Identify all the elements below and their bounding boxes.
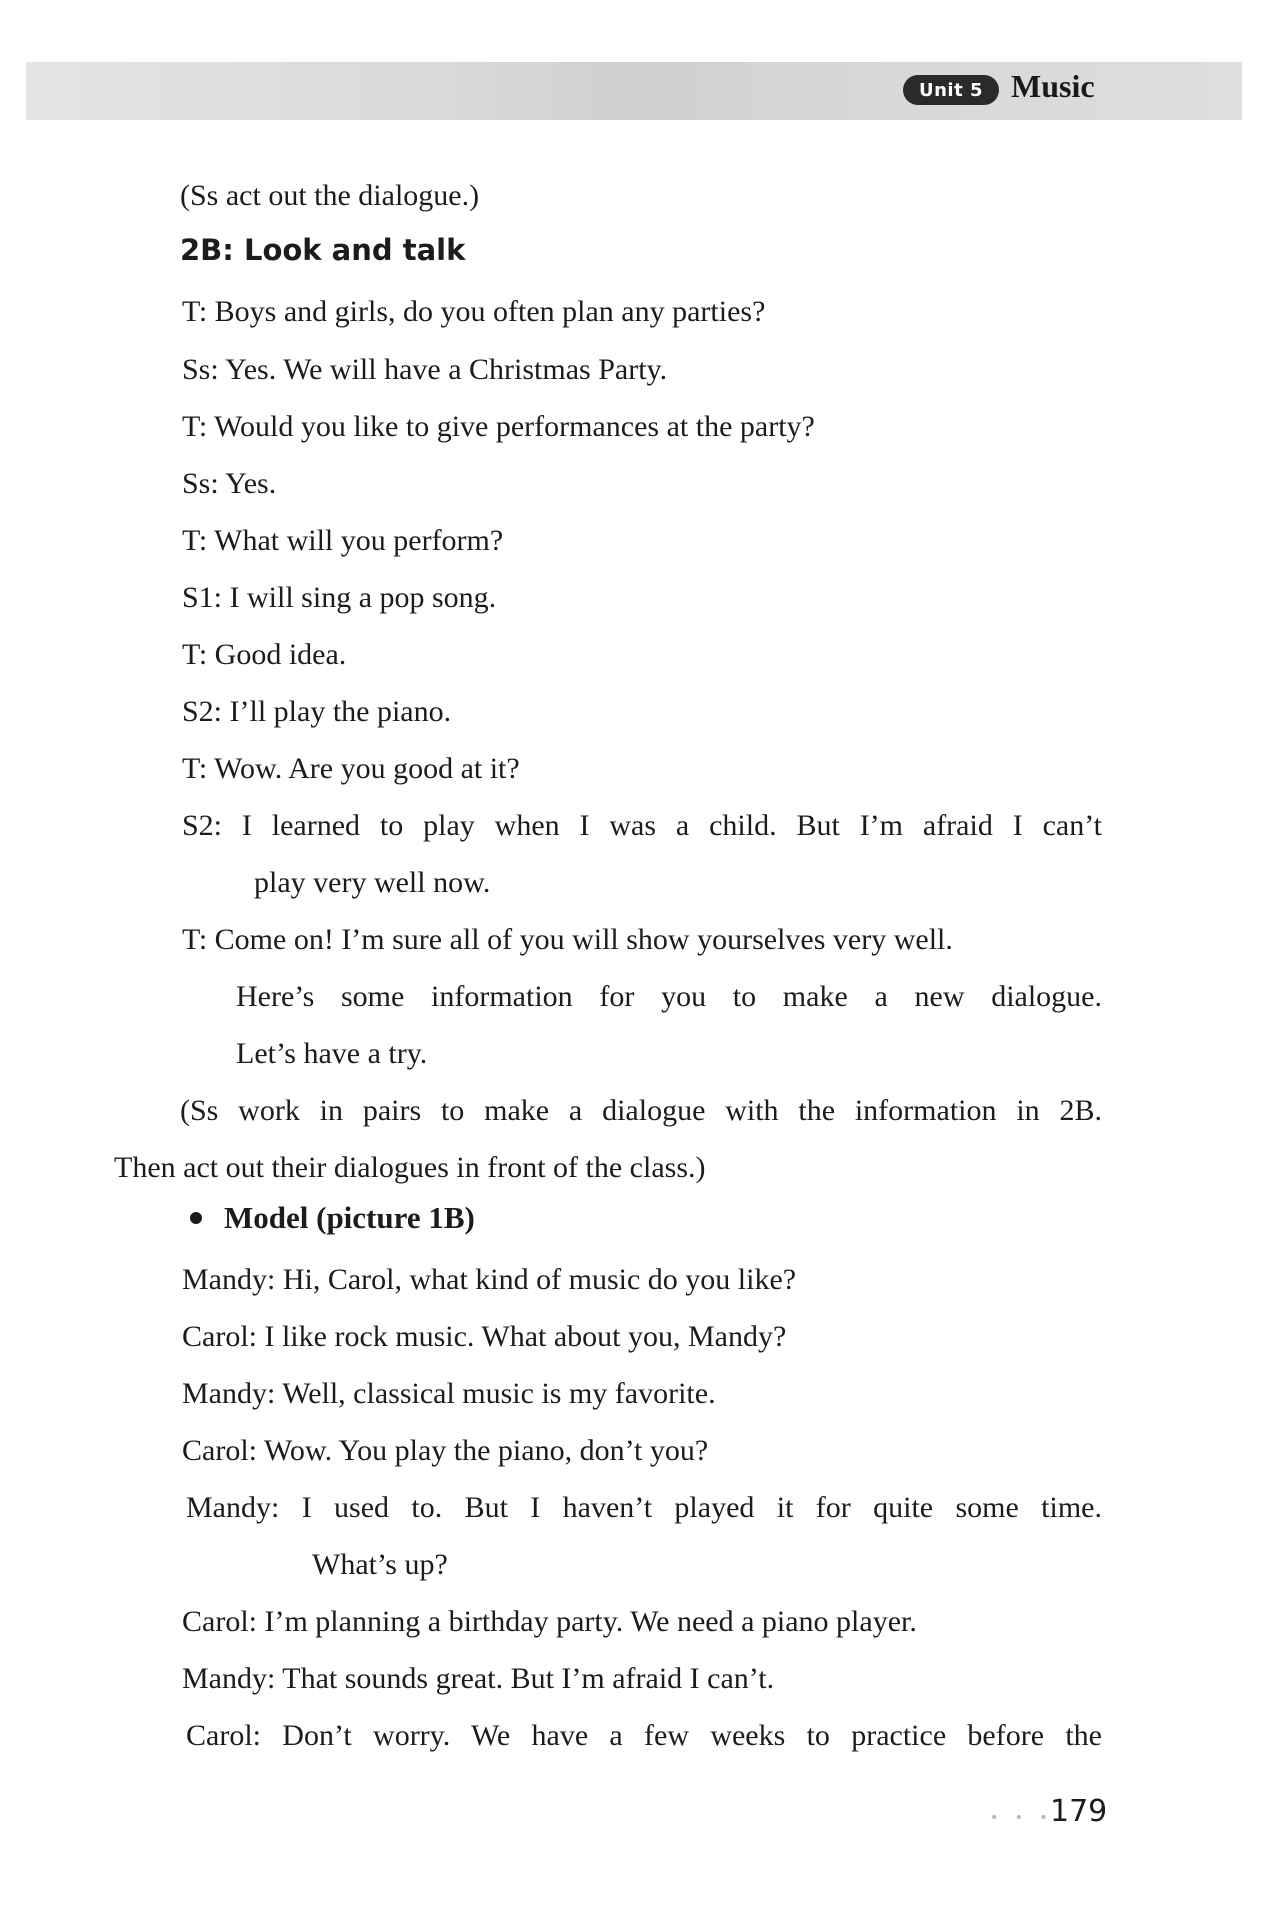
section-heading: 2B: Look and talk [180,233,466,267]
dialogue-line: S1: I will sing a pop song. [182,581,497,614]
model-line: Mandy: Hi, Carol, what kind of music do you like? [182,1263,797,1296]
dialogue-line: T: Wow. Are you good at it? [182,752,520,785]
model-heading-text: Model (picture 1B) [224,1200,475,1235]
page-dots: • • • [990,1810,1054,1826]
dialogue-line: S2: I’ll play the piano. [182,695,452,728]
stage-direction: (Ss work in pairs to make a dialogue with the information in 2B. [180,1094,1102,1127]
model-line-continued: What’s up? [312,1548,448,1581]
dialogue-line: T: Come on! I’m sure all of you will show yourselves very well. [182,923,953,956]
stage-direction-continued: Then act out their dialogues in front of the class.) [114,1151,706,1184]
dialogue-line: Ss: Yes. We will have a Christmas Party. [182,353,668,386]
dialogue-line-continued: play very well now. [254,866,491,899]
page-number: 179 [1050,1794,1108,1829]
model-line: Carol: I’m planning a birthday party. We need a piano player. [182,1605,917,1638]
model-line: Mandy: That sounds great. But I’m afraid I can’t. [182,1662,775,1695]
unit-badge: Unit 5 [903,75,999,105]
stage-direction: (Ss act out the dialogue.) [180,179,480,212]
dialogue-line-continued: Here’s some information for you to make a new dialogue. [236,980,1102,1013]
bullet-icon [190,1212,202,1224]
model-heading [190,1200,475,1236]
dialogue-line: S2: I learned to play when I was a child. But I’m afraid I can’t [182,809,1102,842]
dialogue-line: Ss: Yes. [182,467,277,500]
dialogue-line: T: Good idea. [182,638,347,671]
unit-title: Music [1011,68,1095,104]
model-line: Mandy: Well, classical music is my favorite. [182,1377,716,1410]
dialogue-line-continued: Let’s have a try. [236,1037,428,1070]
dialogue-line: T: What will you perform? [182,524,504,557]
model-line: Carol: Don’t worry. We have a few weeks to practice before the [186,1719,1102,1752]
dialogue-line: T: Would you like to give performances at the party? [182,410,815,443]
dialogue-line: T: Boys and girls, do you often plan any parties? [182,295,766,328]
model-line: Carol: I like rock music. What about you, Mandy? [182,1320,787,1353]
model-line: Carol: Wow. You play the piano, don’t you? [182,1434,709,1467]
model-line: Mandy: I used to. But I haven’t played it for quite some time. [186,1491,1102,1524]
